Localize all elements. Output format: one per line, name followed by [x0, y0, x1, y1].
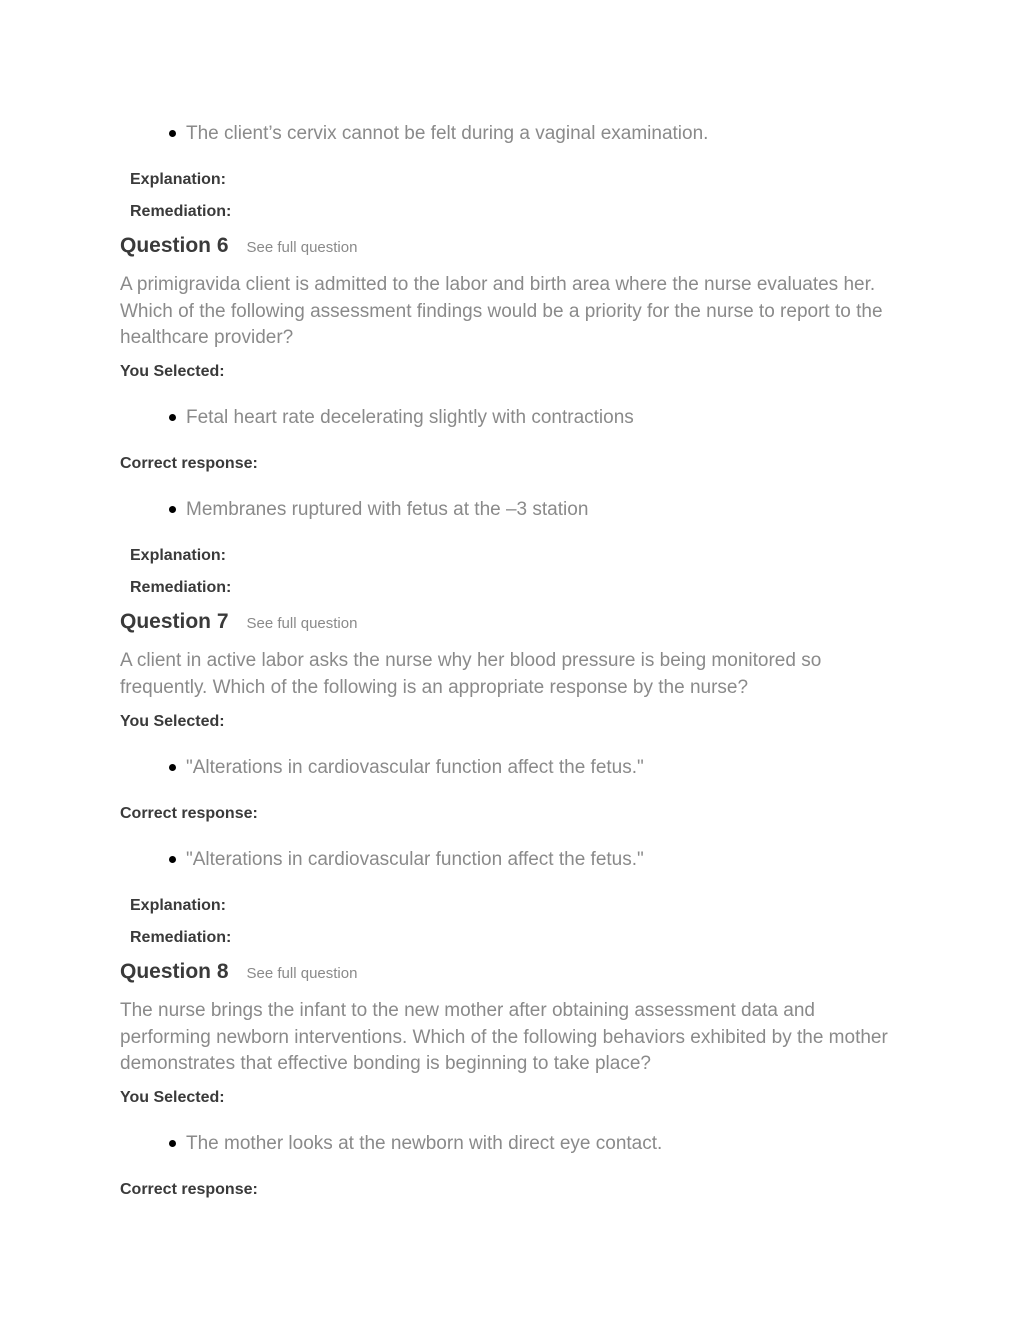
question-title: Question 8: [120, 960, 229, 983]
bullet-icon: [169, 506, 176, 513]
list-item: [120, 848, 900, 872]
correct-response-label: Correct response:: [120, 805, 258, 822]
answer-text: Fetal heart rate decelerating slightly with contractions: [186, 407, 634, 428]
explanation-label: Explanation:: [130, 547, 227, 564]
list-item: [120, 756, 900, 780]
bullet-icon: [169, 414, 176, 421]
answer-text: The client’s cervix cannot be felt during a vaginal examination.: [186, 123, 709, 144]
selected-answer-list: [120, 756, 900, 780]
correct-answer-list: [120, 848, 900, 872]
question-title: Question 7: [120, 610, 229, 633]
see-full-question-link[interactable]: See full question: [246, 239, 358, 256]
selected-answer-list: [120, 1132, 900, 1156]
explanation-label: Explanation:: [130, 897, 227, 914]
remediation-label: Remediation:: [130, 203, 232, 220]
question-title: Question 6: [120, 234, 229, 257]
bullet-icon: [169, 130, 176, 137]
question-7-header: [120, 609, 900, 635]
question-6-header: [120, 233, 900, 259]
see-full-question-link[interactable]: See full question: [246, 615, 358, 632]
you-selected-label: You Selected:: [120, 713, 225, 730]
bullet-icon: [169, 1140, 176, 1147]
list-item: [120, 1132, 900, 1156]
selected-answer-list: [120, 406, 900, 430]
correct-response-label: Correct response:: [120, 455, 258, 472]
question-text: A primigravida client is admitted to the labor and birth area where the nurse evaluates her. Which of the following assessment findings would be a priority for the nurse to report to the healthcare provider?: [120, 274, 883, 348]
list-item: [120, 122, 900, 146]
answer-text: "Alterations in cardiovascular function affect the fetus.": [186, 757, 644, 778]
you-selected-label: You Selected:: [120, 1089, 225, 1106]
correct-answer-list: [120, 498, 900, 522]
you-selected-label: You Selected:: [120, 363, 225, 380]
answer-text: "Alterations in cardiovascular function affect the fetus.": [186, 849, 644, 870]
bullet-icon: [169, 764, 176, 771]
list-item: [120, 406, 900, 430]
explanation-label: Explanation:: [130, 171, 227, 188]
bullet-icon: [169, 856, 176, 863]
remediation-label: Remediation:: [130, 579, 232, 596]
correct-response-label: Correct response:: [120, 1181, 258, 1198]
question-text: A client in active labor asks the nurse why her blood pressure is being monitored so frequently. Which of the following is an appropriate response by the nurse?: [120, 650, 822, 698]
answer-text: Membranes ruptured with fetus at the –3 station: [186, 499, 589, 520]
remediation-label: Remediation:: [130, 929, 232, 946]
question-8-header: [120, 959, 900, 985]
list-item: [120, 498, 900, 522]
see-full-question-link[interactable]: See full question: [246, 965, 358, 982]
question-text: The nurse brings the infant to the new mother after obtaining assessment data and performing newborn interventions. Which of the following behaviors exhibited by the mother demonstrates that effective bonding is beginning to take place?: [120, 1000, 888, 1074]
previous-correct-response-list: [120, 122, 900, 146]
answer-text: The mother looks at the newborn with direct eye contact.: [186, 1133, 663, 1154]
